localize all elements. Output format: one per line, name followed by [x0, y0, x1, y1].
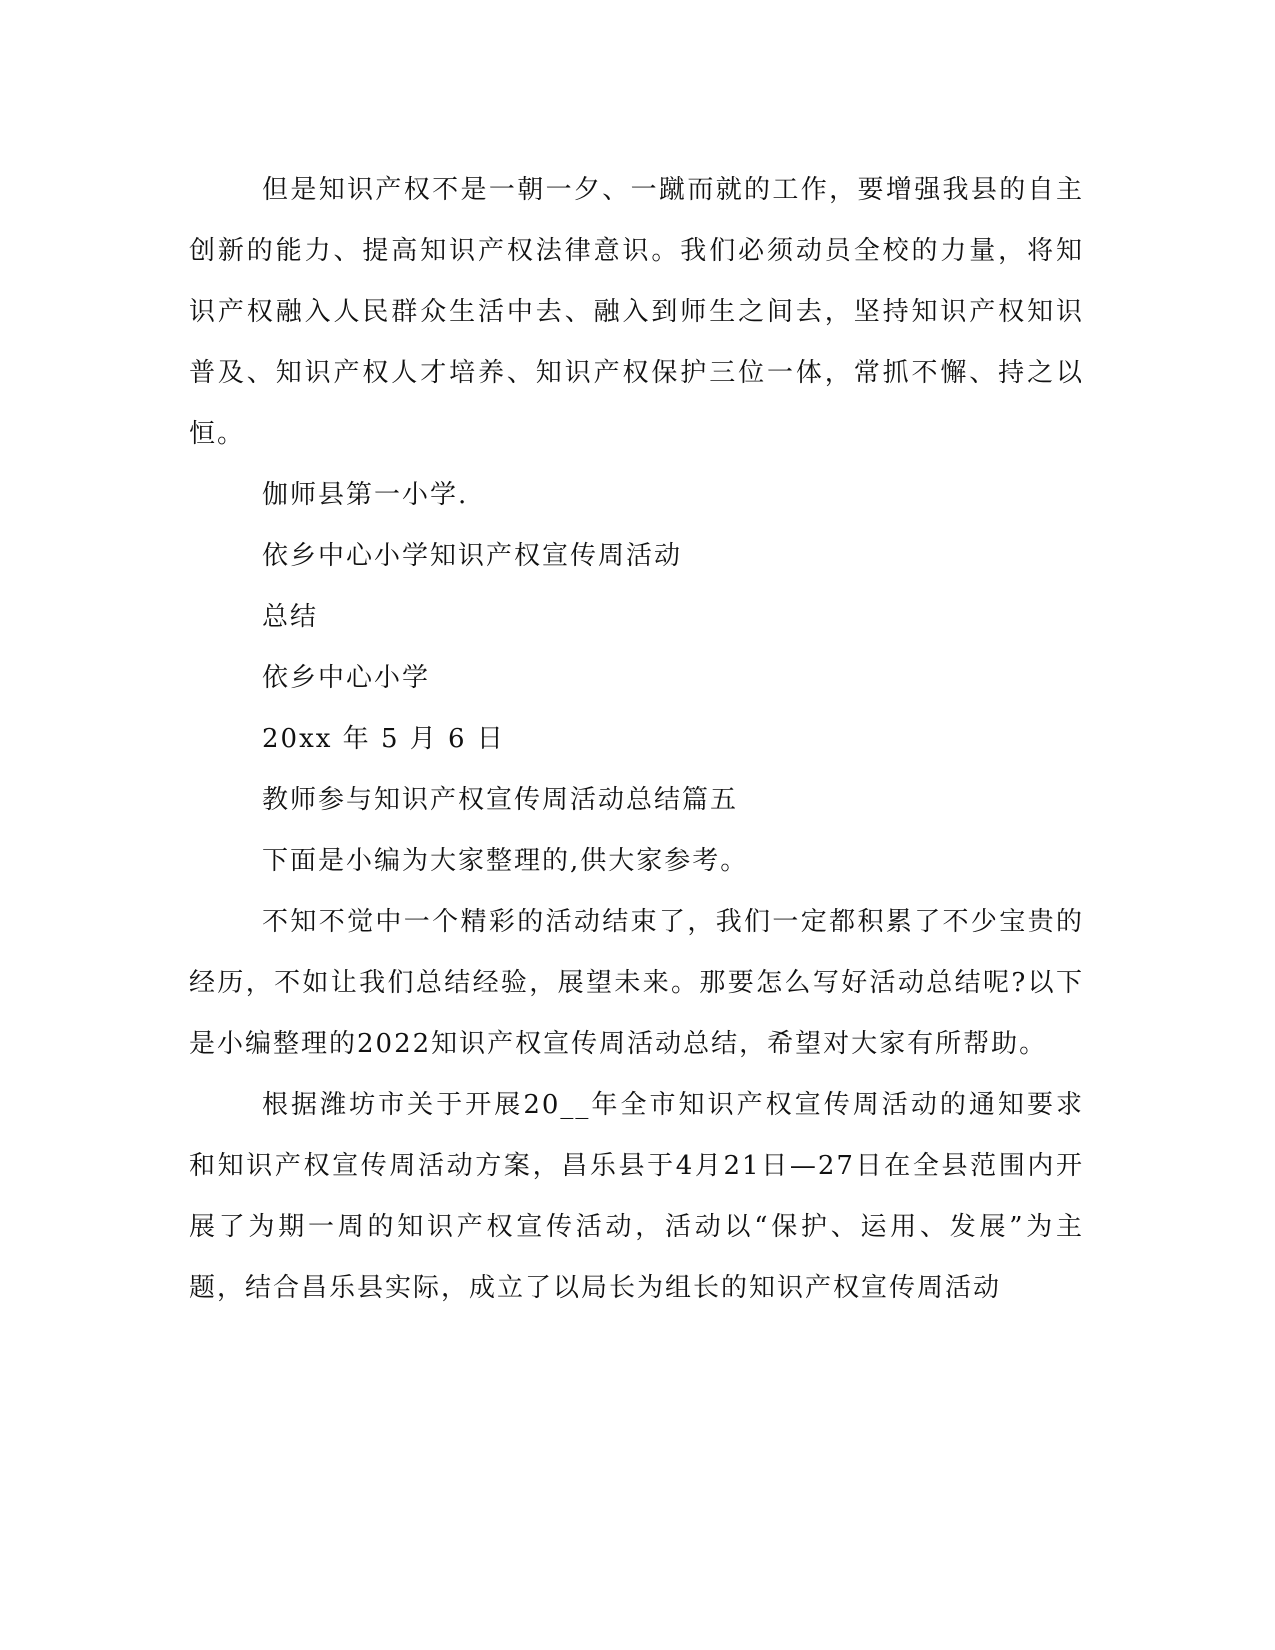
section-heading: 教师参与知识产权宣传周活动总结篇五 — [262, 785, 739, 815]
title-line-2: 总结 — [262, 602, 319, 632]
document-body — [189, 160, 1084, 1319]
signature-school: 伽师县第一小学. — [262, 480, 469, 510]
intro-line: 下面是小编为大家整理的,供大家参考。 — [262, 846, 749, 876]
paragraph-activity-summary: 不知不觉中一个精彩的活动结束了，我们一定都积累了不少宝贵的经历，不如让我们总结经验，展望未来。那要怎么写好活动总结呢?以下是小编整理的2022知识产权宣传周活动总结，希望对大家有所帮助。 — [189, 907, 1084, 1059]
paragraph-ip-work: 但是知识产权不是一朝一夕、一蹴而就的工作，要增强我县的自主创新的能力、提高知识产权法律意识。我们必须动员全校的力量，将知识产权融入人民群众生活中去、融入到师生之间去，坚持知识产权知识普及、知识产权人才培养、知识产权保护三位一体，常抓不懈、持之以恒。 — [189, 175, 1084, 449]
school-name: 依乡中心小学 — [262, 663, 431, 693]
title-line-1: 依乡中心小学知识产权宣传周活动 — [262, 541, 683, 571]
document-date: 20xx 年 5 月 6 日 — [262, 724, 505, 754]
paragraph-weifang-notice: 根据潍坊市关于开展20__年全市知识产权宣传周活动的通知要求和知识产权宣传周活动方案，昌乐县于4月21日—27日在全县范围内开展了为期一周的知识产权宣传活动，活动以“保护、运用、发展”为主题，结合昌乐县实际，成立了以局长为组长的知识产权宣传周活动 — [189, 1090, 1084, 1303]
